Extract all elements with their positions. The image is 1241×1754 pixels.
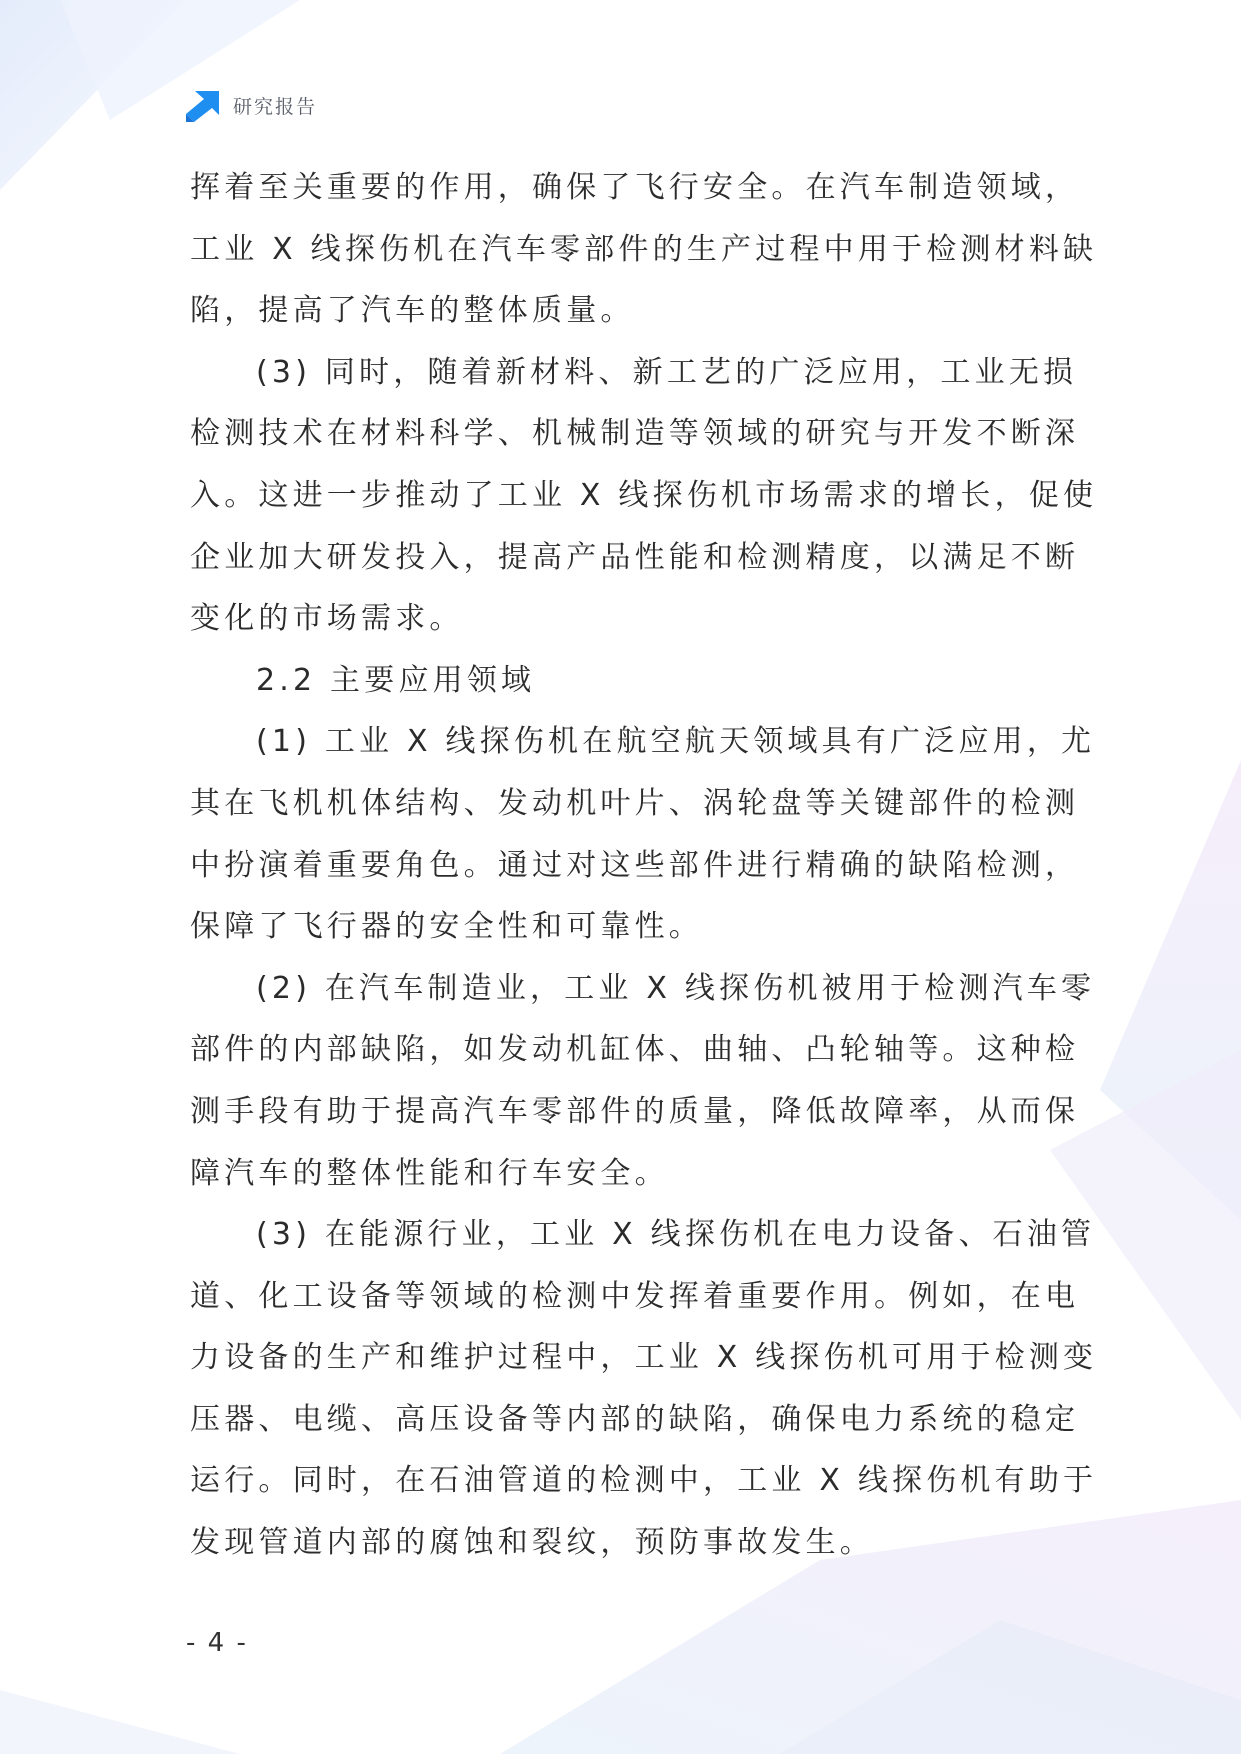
arrow-up-right-logo-icon [186, 88, 222, 122]
body-line: 道、化工设备等领域的检测中发挥着重要作用。例如，在电 [190, 1278, 1080, 1314]
body-line: 障汽车的整体性能和行车安全。 [190, 1155, 669, 1191]
page-number: - 4 - [186, 1628, 248, 1658]
body-line: 部件的内部缺陷，如发动机缸体、曲轴、凸轮轴等。这种检 [190, 1032, 1080, 1068]
body-line: 工业 X 线探伤机在汽车零部件的生产过程中用于检测材料缺 [190, 231, 1098, 267]
body-line: (2) 在汽车制造业，工业 X 线探伤机被用于检测汽车零 [256, 970, 1096, 1006]
body-line: (1) 工业 X 线探伤机在航空航天领域具有广泛应用，尤 [256, 724, 1096, 760]
brand-label: 研究报告 [233, 95, 318, 118]
body-line: 入。这进一步推动了工业 X 线探伤机市场需求的增长，促使 [190, 477, 1098, 513]
body-line: 发现管道内部的腐蚀和裂纹，预防事故发生。 [190, 1525, 874, 1561]
body-line: 力设备的生产和维护过程中，工业 X 线探伤机可用于检测变 [190, 1340, 1098, 1376]
body-line: 保障了飞行器的安全性和可靠性。 [190, 909, 703, 945]
body-line: 陷，提高了汽车的整体质量。 [190, 293, 635, 329]
body-line: (3) 同时，随着新材料、新工艺的广泛应用，工业无损 [256, 354, 1078, 390]
body-line: 中扮演着重要角色。通过对这些部件进行精确的缺陷检测， [190, 847, 1080, 883]
body-line: 2.2 主要应用领域 [256, 662, 536, 698]
body-line: (3) 在能源行业，工业 X 线探伤机在电力设备、石油管 [256, 1217, 1096, 1253]
body-line: 测手段有助于提高汽车零部件的质量，降低故障率，从而保 [190, 1093, 1080, 1129]
body-line: 企业加大研发投入，提高产品性能和检测精度，以满足不断 [190, 539, 1080, 575]
body-line: 运行。同时，在石油管道的检测中，工业 X 线探伤机有助于 [190, 1463, 1098, 1499]
report-header [186, 88, 317, 122]
body-line: 压器、电缆、高压设备等内部的缺陷，确保电力系统的稳定 [190, 1401, 1080, 1437]
body-line: 挥着至关重要的作用，确保了飞行安全。在汽车制造领域， [190, 170, 1080, 205]
report-body-text [190, 157, 1098, 1574]
body-line: 其在飞机机体结构、发动机叶片、涡轮盘等关键部件的检测 [190, 785, 1080, 821]
body-line: 变化的市场需求。 [190, 601, 464, 637]
body-line: 检测技术在材料科学、机械制造等领域的研究与开发不断深 [190, 416, 1080, 452]
